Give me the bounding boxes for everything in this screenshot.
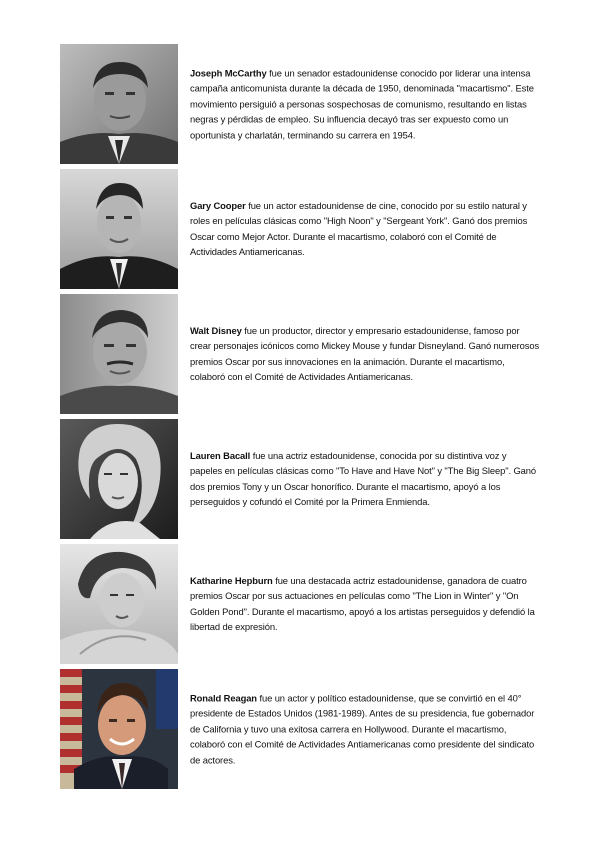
- disney-description: fue un productor, director y empresario estadounidense, famoso por crear personajes icónicos como Mickey Mouse y fundar Disneyland. Ganó numerosos premios Oscar por sus innovaciones en la animación. Durante el macartismo, colaboró con el Comité de Actividades Antiamericanas.: [190, 325, 540, 383]
- reagan-name: Ronald Reagan: [190, 692, 257, 704]
- bacall-name: Lauren Bacall: [190, 450, 251, 462]
- entry-disney: [60, 294, 540, 414]
- bacall-bio: [190, 448, 540, 510]
- reagan-bio: [190, 690, 540, 767]
- hepburn-photo: [60, 544, 178, 664]
- entry-bacall: [60, 419, 540, 539]
- bacall-photo: [60, 419, 178, 539]
- disney-name: Walt Disney: [190, 325, 242, 337]
- hepburn-description: fue una destacada actriz estadounidense, ganadora de cuatro premios Oscar por sus actuaciones en películas como "The Lion in Winter" y "On Golden Pond". Durante el macartismo, apoyó a los artistas perseguidos y defendió la libertad de expresión.: [190, 575, 535, 633]
- bacall-description: fue una actriz estadounidense, conocida por su distintiva voz y papeles en películas clásicas como "To Have and Have Not" y "The Big Sleep". Ganó dos premios Tony y un Oscar honorífico. Durante el macartismo, apoyó a los perseguidos y cofundó el Comité por la Primera Enmienda.: [190, 450, 537, 508]
- entry-reagan: [60, 669, 540, 789]
- mccarthy-description: fue un senador estadounidense conocido por liderar una intensa campaña anticomunista durante la década de 1950, denominada "macartismo". Este movimiento persiguió a personas sospechosas de comunismo, resultando en listas negras y pérdidas de empleo. Su influencia decayó tras ser expuesto como un oportunista y charlatán, terminando su carrera en 1954.: [190, 67, 534, 141]
- entry-mccarthy: [60, 44, 540, 164]
- mccarthy-photo: [60, 44, 178, 164]
- entry-cooper: [60, 169, 540, 289]
- entry-hepburn: [60, 544, 540, 664]
- reagan-description: fue un actor y político estadounidense, que se convirtió en el 40° presidente de Estados Unidos (1981-1989). Antes de su presidencia, fue gobernador de California y tuvo una exitosa carrera en Hollywood. Durante el macartismo, colaboró con el Comité de Actividades Antiamericanas como presidente del sindicato de actores.: [190, 692, 535, 766]
- disney-photo: [60, 294, 178, 414]
- disney-bio: [190, 323, 540, 385]
- cooper-photo: [60, 169, 178, 289]
- hepburn-bio: [190, 573, 540, 635]
- mccarthy-name: Joseph McCarthy: [190, 67, 267, 79]
- cooper-description: fue un actor estadounidense de cine, conocido por su estilo natural y roles en películas clásicas como "High Noon" y "Sergeant York". Ganó dos premios Oscar como Mejor Actor. Durante el macartismo, colaboró con el Comité de Actividades Antiamericanas.: [190, 200, 528, 258]
- cooper-name: Gary Cooper: [190, 200, 246, 212]
- hepburn-name: Katharine Hepburn: [190, 575, 273, 587]
- cooper-bio: [190, 198, 540, 260]
- mccarthy-bio: [190, 65, 540, 142]
- reagan-photo: [60, 669, 178, 789]
